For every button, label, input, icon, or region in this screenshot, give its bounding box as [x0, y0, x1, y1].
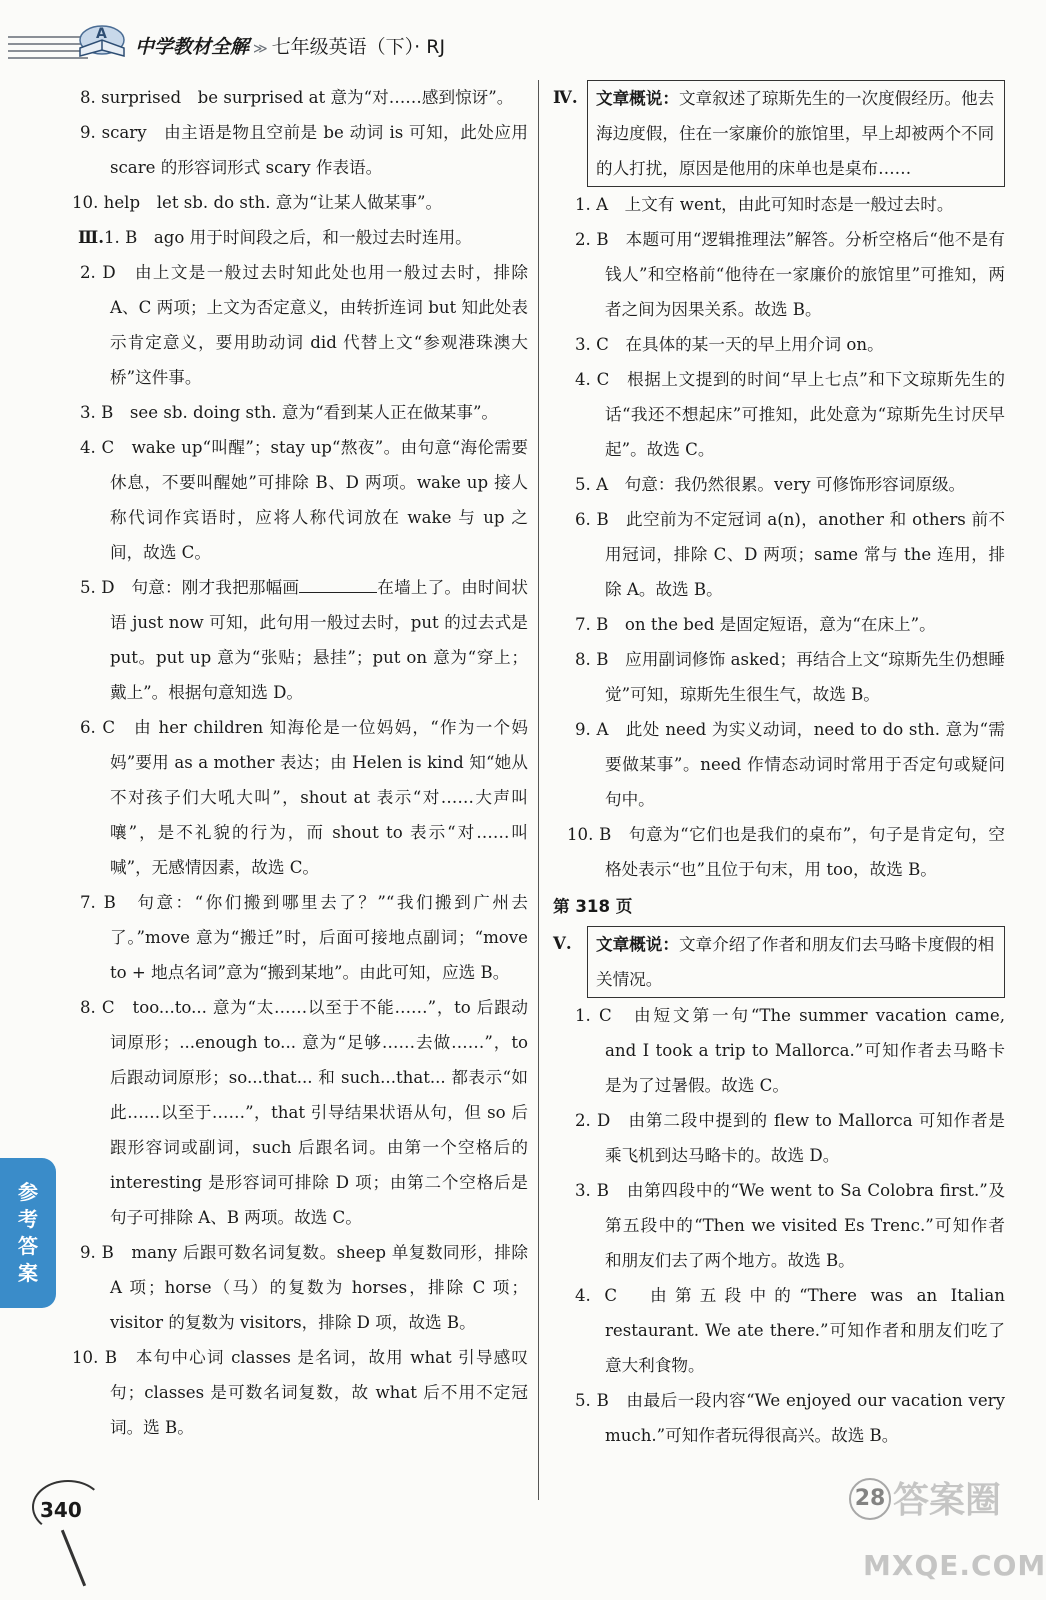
answer-text: 1. B ago 用于时间段之后，和一般过去时连用。: [104, 228, 472, 247]
answer-item: 1. C 由短文第一句“The summer vacation came, and I took a trip to Mallorca.”可知作者去马略卡是为了过暑假。故选 C。: [575, 1006, 1005, 1095]
answer-item: 1. A 上文有 went，由此可知时态是一般过去时。: [575, 195, 954, 214]
answer-item: [78, 570, 528, 710]
answer-item: 3. C 在具体的某一天的早上用介词 on。: [575, 335, 884, 354]
side-tab-char: 答: [18, 1234, 38, 1258]
summary-box: [587, 80, 1005, 187]
page-number: 340: [40, 1498, 82, 1522]
answer-item: 10. B 本句中心词 classes 是名词，故用 what 引导感叹句；classes 是可数名词复数，故 what 后不用不定冠词。选 B。: [72, 1348, 528, 1437]
side-tab-char: 参: [18, 1180, 38, 1204]
side-tab-char: 案: [18, 1261, 38, 1285]
answer-item: 6. B 此空前为不定冠词 a(n)，another 和 others 前不用冠词，排除 C、D 两项；same 常与 the 连用，排除 A。故选 B。: [575, 510, 1005, 599]
answer-item: 9. B many 后跟可数名词复数。sheep 单复数同形，排除 A 项；horse（马）的复数为 horses，排除 C 项；visitor 的复数为 visitors，排除 D 项，故选 B。: [80, 1243, 528, 1332]
section-iv-numeral: Ⅳ.: [553, 87, 578, 107]
page-reference-label: 第 318 页: [553, 897, 633, 916]
answer-item: 10. help let sb. do sth. 意为“让某人做某事”。: [72, 193, 443, 212]
answer-item: 4. C 根据上文提到的时间“早上七点”和下文琼斯先生的话“我还不想起床”可推知，此处意为“琼斯先生讨厌早起”。故选 C。: [575, 370, 1005, 459]
section-iv-summary: [553, 80, 1005, 187]
watermark-top-text: 答案圈: [893, 1480, 1002, 1521]
summary-box: [587, 926, 1005, 998]
answer-item: 10. B 句意为“它们也是我们的桌布”，句子是肯定句，空格处表示“也”且位于句末，用 too，故选 B。: [567, 825, 1005, 879]
summary-text: 文章介绍了作者和朋友们去马略卡度假的相关情况。: [596, 935, 995, 989]
book-subtitle: 七年级英语（下）· RJ: [271, 36, 446, 58]
answer-item: 2. D 由上文是一般过去时知此处也用一般过去时，排除 A、C 两项；上文为否定意义，由转折连词 but 知此处表示肯定意义，要用助动词 did 代替上文“参观港珠澳大桥”这件事。: [80, 263, 528, 387]
answer-item: 5. B 由最后一段内容“We enjoyed our vacation very much.”可知作者玩得很高兴。故选 B。: [575, 1391, 1005, 1445]
reference-answer-side-tab: [0, 1158, 56, 1308]
header-separator: ≫: [253, 41, 268, 57]
summary-lead: 文章概说：: [596, 935, 679, 954]
section-v-answers: [553, 998, 1005, 1453]
watermark-url: MXQE.COM: [863, 1549, 1046, 1582]
section-v-numeral: Ⅴ.: [553, 933, 572, 953]
page-badge: 28: [849, 1478, 891, 1520]
section-iii-numeral: Ⅲ.: [78, 227, 104, 247]
answer-item: 4. C wake up“叫醒”；stay up“熬夜”。由句意“海伦需要休息，不要叫醒她”可排除 B、D 两项。wake up 接人称代词作宾语时，应将人称代词放在 wake 与 up 之间，故选 C。: [80, 438, 528, 562]
answer-item: 6. C 由 her children 知海伦是一位妈妈，“作为一个妈妈”要用 as a mother 表达；由 Helen is kind 知“她从不对孩子们大吼大叫”，shout at 表示“对……大声叫嚷”，是不礼貌的行为，而 shout to 表示“对……叫喊”，无感情因素，故选 C。: [80, 718, 528, 877]
answer-item: 8. B 应用副词修饰 asked；再结合上文“琼斯先生仍想睡觉”可知，琼斯先生很生气，故选 B。: [575, 650, 1005, 704]
left-column: [72, 80, 528, 1445]
answer-item: 2. B 本题可用“逻辑推理法”解答。分析空格后“他不是有钱人”和空格前“他待在一家廉价的旅馆里”可推知，两者之间为因果关系。故选 B。: [575, 230, 1005, 319]
section-iii-item-1: [78, 220, 528, 255]
summary-text: 文章叙述了琼斯先生的一次度假经历。他去海边度假，住在一家廉价的旅馆里，早上却被两个不同的人打扰，原因是他用的床单也是桌布……: [596, 89, 995, 178]
book-globe-logo-icon: [72, 18, 132, 60]
section-iv-answers: [553, 187, 1005, 887]
answer-item: 7. B 句意：“你们搬到哪里去了？”“我们搬到广州去了。”move 意为“搬迁”时，后面可接地点副词；“move to + 地点名词”意为“搬到某地”。由此可知，应选 B。: [80, 893, 528, 982]
answer-item: 9. scary 由主语是物且空前是 be 动词 is 可知，此处应用 scare 的形容词形式 scary 作表语。: [80, 123, 528, 177]
answer-item: 9. A 此处 need 为实义动词，need to do sth. 意为“需要做某事”。need 作情态动词时常用于否定句或疑问句中。: [575, 720, 1005, 809]
fill-blank: [299, 578, 377, 593]
answer-item: 8. C too...to... 意为“太……以至于不能……”，to 后跟动词原形；...enough to... 意为“足够……去做……”，to 后跟动词原形；so...that... 和 such...that... 都表示“如此……以至于……”，that 引导结果状语从句，但 so 后跟形容词或副词，such 后跟名词。由第一个空格后的 interesting 是形容词可排除 D 项；由第二个空格后是句子可排除 A、B 两项。故选 C。: [80, 998, 528, 1227]
answer-item: 8. surprised be surprised at 意为“对……感到惊讶”。: [80, 88, 514, 107]
summary-lead: 文章概说：: [596, 89, 679, 108]
answer-text: 在墙上了。由时间状语 just now 可知，此句用一般过去时，put 的过去式是 put。put up 意为“张贴；悬挂”；put on 意为“穿上；戴上”。根据句意知选 D。: [110, 578, 528, 702]
answer-item: 3. B see sb. doing sth. 意为“看到某人正在做某事”。: [80, 403, 499, 422]
page-header: [0, 0, 1025, 70]
page-number-tick: [61, 1530, 86, 1587]
answer-text: 5. D 句意：刚才我把那幅画: [80, 578, 300, 597]
answer-item: 3. B 由第四段中的“We went to Sa Colobra first.”及第五段中的“Then we visited Es Trenc.”可知作者和朋友们去了两个地方。故选 B。: [575, 1181, 1005, 1270]
side-tab-char: 考: [18, 1207, 38, 1231]
answer-item: 4. C 由第五段中的“There was an Italian restaurant. We ate there.”可知作者和朋友们吃了意大利食物。: [575, 1286, 1005, 1375]
column-divider: [538, 80, 539, 1500]
answer-item: 7. B on the bed 是固定短语，意为“在床上”。: [575, 615, 936, 634]
answer-item: 2. D 由第二段中提到的 flew to Mallorca 可知作者是乘飞机到达马略卡的。故选 D。: [575, 1111, 1005, 1165]
right-column: [553, 80, 1005, 1453]
svg-text:A: A: [96, 26, 107, 42]
book-title: 中学教材全解: [135, 36, 250, 58]
section-v-summary: [553, 926, 1005, 998]
site-watermark: [843, 1472, 1046, 1582]
answer-item: 5. A 句意：我仍然很累。very 可修饰形容词原级。: [575, 475, 966, 494]
